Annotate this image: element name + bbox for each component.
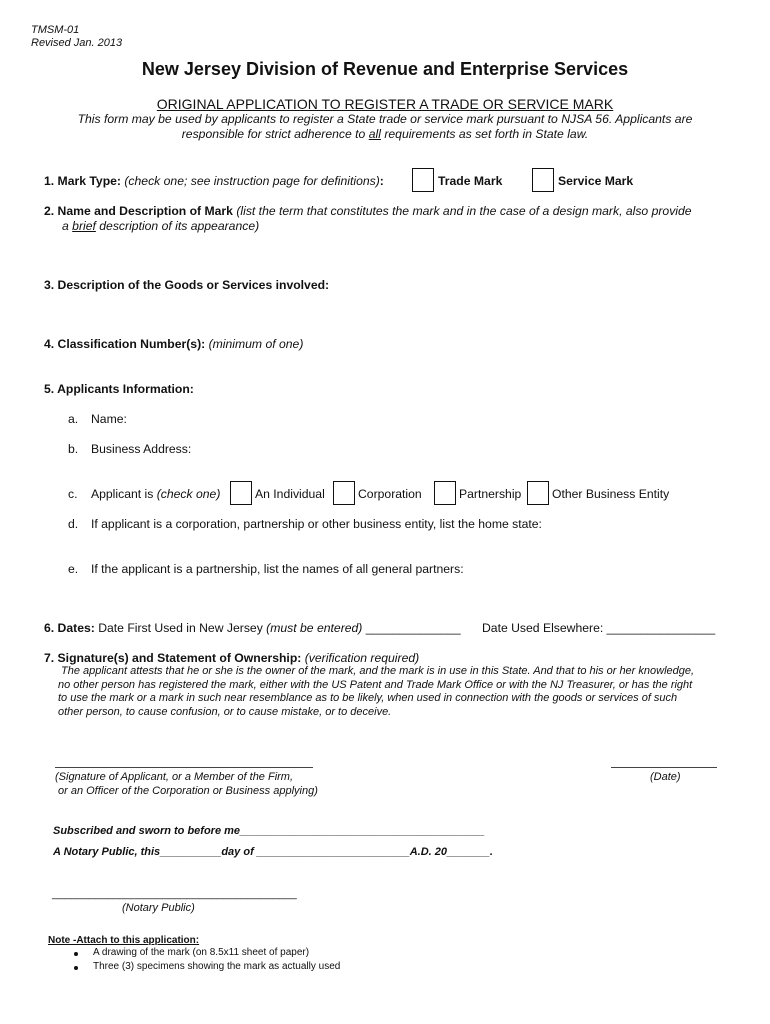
date-caption: (Date) <box>650 771 681 783</box>
form-title: ORIGINAL APPLICATION TO REGISTER A TRADE OR SERVICE MARK <box>156 96 614 112</box>
q2-name-description: 2. Name and Description of Mark (list the term that constitutes the mark and in the case of a design mark, also provide <box>44 204 692 218</box>
q7-statement-line-4: other person, to cause confusion, or to cause mistake, or to deceive. <box>58 706 392 718</box>
signature-caption-1: (Signature of Applicant, or a Member of the Firm, <box>55 771 294 783</box>
q5-applicants-information: 5. Applicants Information: <box>44 382 194 396</box>
q7-statement-line-3: to use the mark or a mark in such near resemblance as to be likely, when used in connection with the goods or services of such <box>58 692 678 704</box>
q1-mark-type: 1. Mark Type: (check one; see instruction page for definitions): <box>44 174 384 188</box>
q4-classification: 4. Classification Number(s): (minimum of one) <box>44 337 304 351</box>
q5d-letter: d. <box>68 517 79 531</box>
q3-goods-services: 3. Description of the Goods or Services involved: <box>44 278 330 292</box>
q7-signature-ownership: 7. Signature(s) and Statement of Ownership: (verification required) <box>44 651 420 665</box>
q5c-letter: c. <box>68 487 78 501</box>
trade-mark-label: Trade Mark <box>438 174 503 188</box>
note-title: Note -Attach to this application: <box>48 935 200 946</box>
q2-hint-line-2: a brief description of its appearance) <box>62 219 260 233</box>
q6-date-elsewhere: Date Used Elsewhere: ________________ <box>482 621 716 635</box>
bullet-icon <box>74 966 78 970</box>
individual-checkbox[interactable] <box>230 481 252 505</box>
other-entity-label: Other Business Entity <box>552 487 670 501</box>
q5a-letter: a. <box>68 412 79 426</box>
q5a-name: Name: <box>91 412 127 426</box>
partnership-checkbox[interactable] <box>434 481 456 505</box>
bullet-icon <box>74 952 78 956</box>
q5b-business-address: Business Address: <box>91 442 192 456</box>
individual-label: An Individual <box>255 487 325 501</box>
q5b-letter: b. <box>68 442 79 456</box>
q5d-home-state: If applicant is a corporation, partnership or other business entity, list the home state: <box>91 517 542 531</box>
q5c-applicant-is: Applicant is (check one) <box>91 487 221 501</box>
notary-signature-line[interactable]: ________________________________________ <box>52 888 297 900</box>
intro-line-2: responsible for strict adherence to all requirements as set forth in State law. <box>181 127 589 141</box>
date-line[interactable] <box>611 767 717 768</box>
note-item-drawing: A drawing of the mark (on 8.5x11 sheet of paper) <box>93 947 310 958</box>
trade-mark-checkbox[interactable] <box>412 168 434 192</box>
partnership-label: Partnership <box>459 487 522 501</box>
service-mark-label: Service Mark <box>558 174 634 188</box>
notary-public-line: A Notary Public, this__________day of _________________________A.D. 20_______. <box>53 846 493 858</box>
service-mark-checkbox[interactable] <box>532 168 554 192</box>
signature-line[interactable] <box>55 767 313 768</box>
q7-statement-line-1: The applicant attests that he or she is the owner of the mark, and the mark is in use in this State. And that to his or her knowledge, <box>61 665 695 677</box>
signature-caption-2: or an Officer of the Corporation or Business applying) <box>58 785 318 797</box>
q6-dates: 6. Dates: Date First Used in New Jersey (must be entered) ______________ <box>44 621 461 635</box>
q5e-general-partners: If the applicant is a partnership, list the names of all general partners: <box>91 562 464 576</box>
form-id: TMSM-01 <box>31 24 80 36</box>
q5e-letter: e. <box>68 562 79 576</box>
q7-statement-line-2: no other person has registered the mark, either with the US Patent and Trade Mark Office or with the NJ Treasurer, or has the right <box>58 679 693 691</box>
notary-public-caption: (Notary Public) <box>122 902 195 914</box>
agency-title: New Jersey Division of Revenue and Enterprise Services <box>141 59 629 79</box>
revision-date: Revised Jan. 2013 <box>31 37 123 49</box>
subscribed-sworn: Subscribed and sworn to before me________________________________________ <box>53 825 485 837</box>
corporation-checkbox[interactable] <box>333 481 355 505</box>
note-item-specimens: Three (3) specimens showing the mark as actually used <box>93 961 341 972</box>
intro-line-1: This form may be used by applicants to register a State trade or service mark pursuant to NJSA 56. Applicants are <box>77 112 693 126</box>
other-entity-checkbox[interactable] <box>527 481 549 505</box>
corporation-label: Corporation <box>358 487 422 501</box>
